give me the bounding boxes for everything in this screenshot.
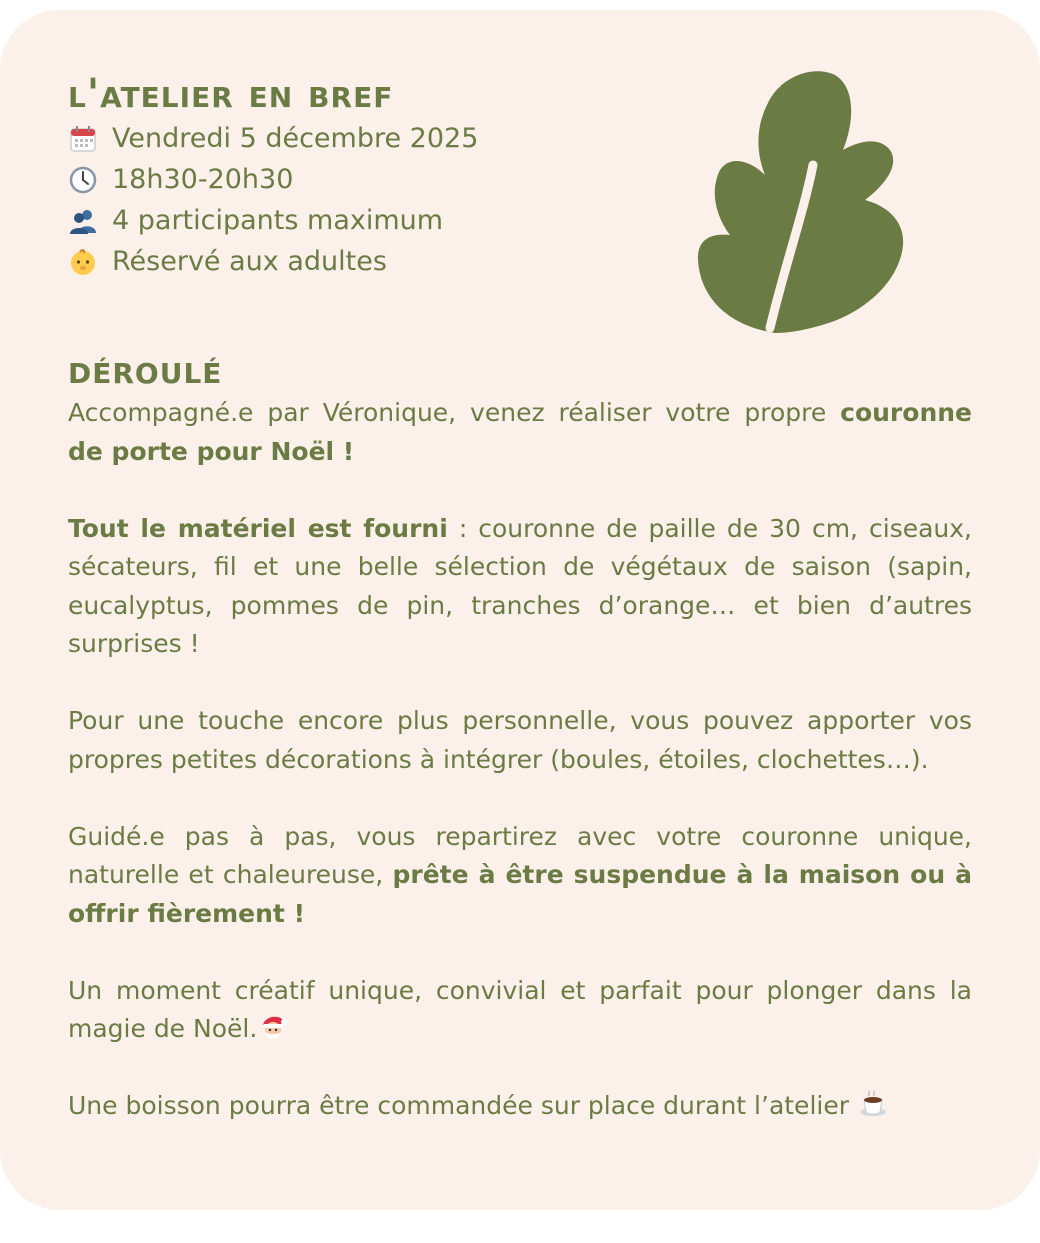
paragraph-moment [68,972,972,1049]
paragraph-bold: Tout le matériel est fourni [68,513,448,543]
paragraph-bold: prête à être suspendue à la maison ou à offrir fièrement ! [68,860,972,928]
paragraph-text: Accompagné.e par Véronique, venez réaliser votre propre [68,398,841,427]
paragraph-text: Un moment créatif unique, convivial et parfait pour plonger dans la magie de Noël. [68,975,972,1043]
paragraph-material [68,510,972,664]
leaf-icon [695,65,910,335]
people-icon [68,206,98,236]
clock-icon [68,165,98,195]
paragraph-decorations: Pour une touche encore plus personnelle, vous pouvez apporter vos propres petites décorations à intégrer (boules, étoiles, clochettes…). [68,706,972,774]
deroule-section [68,346,972,1126]
paragraph-bold: couronne de porte pour Noël ! [68,398,972,466]
brief-item-label: Réservé aux adultes [112,246,387,277]
paragraph-text: : couronne de paille de 30 cm, ciseaux, sécateurs, fil et une belle sélection de végétaux de saison (sapin, eucalyptus, pommes de pin, tranches d’orange… et bien d’autres surprises ! [68,513,973,658]
paragraph-text: Guidé.e pas à pas, vous repartirez avec votre couronne unique, naturelle et chaleureuse, [68,821,972,889]
brief-item-label: 4 participants maximum [112,205,444,236]
workshop-card [0,10,1040,1210]
brief-item-label: Vendredi 5 décembre 2025 [112,123,479,154]
paragraph-text: Une boisson pourra être commandée sur place durant l’atelier [68,1091,849,1120]
calendar-icon [68,124,98,154]
brief-item-label: 18h30-20h30 [112,164,294,195]
paragraph-drink [68,1087,972,1126]
coffee-icon [859,1090,887,1118]
baby-icon [68,247,98,277]
santa-icon [259,1013,287,1041]
brief-title: l'atelier en bref [68,71,394,117]
paragraph-intro [68,394,972,471]
deroule-title: déroulé [68,347,223,393]
paragraph-guided [68,818,972,934]
